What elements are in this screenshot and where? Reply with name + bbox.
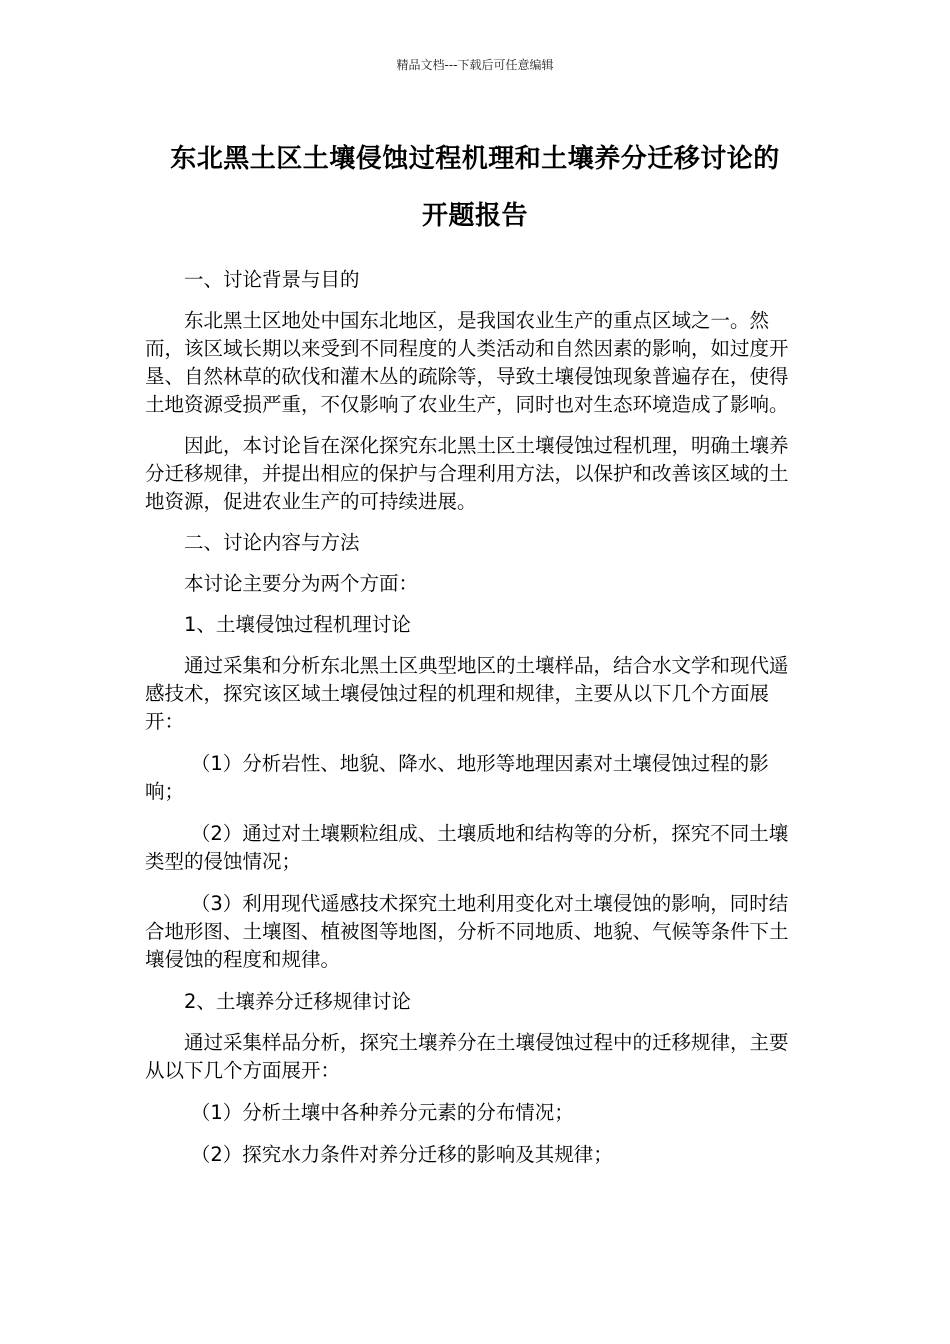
subheading-nutrient-migration: 2、土壤养分迁移规律讨论 [184,990,411,1013]
header-note: 精品文档---下载后可任意编辑 [396,58,554,72]
paragraph-nutrient-approach: 通过采集样品分析，探究土壤养分在土壤侵蚀过程中的迁移规律，主要从以下几个方面展开： [145,1031,789,1082]
document-title [120,131,830,245]
list-item-erosion-2: （2）通过对土壤颗粒组成、土壤质地和结构等的分析，探究不同土壤类型的侵蚀情况； [145,822,789,873]
title-line-1: 东北黑土区土壤侵蚀过程机理和土壤养分迁移讨论的 [170,144,780,174]
paragraph-erosion-approach: 通过采集和分析东北黑土区典型地区的土壤样品，结合水文学和现代遥感技术，探究该区域土壤侵蚀过程的机理和规律，主要从以下几个方面展开： [145,654,789,733]
list-item-nutrient-2: （2）探究水力条件对养分迁移的影响及其规律； [190,1143,613,1166]
subheading-erosion-mechanism: 1、土壤侵蚀过程机理讨论 [184,613,411,636]
list-item-nutrient-1: （1）分析土壤中各种养分元素的分布情况； [190,1101,574,1124]
title-line-2: 开题报告 [421,201,528,231]
list-item-erosion-3: （3）利用现代遥感技术探究土地利用变化对土壤侵蚀的影响，同时结合地形图、土壤图、植被图等地图，分析不同地质、地貌、气候等条件下土壤侵蚀的程度和规律。 [145,892,789,971]
paragraph-purpose: 因此，本讨论旨在深化探究东北黑土区土壤侵蚀过程机理，明确土壤养分迁移规律，并提出相应的保护与合理利用方法，以保护和改善该区域的土地资源，促进农业生产的可持续进展。 [145,434,789,513]
paragraph-overview: 本讨论主要分为两个方面： [184,572,419,595]
section-heading-background: 一、讨论背景与目的 [184,268,360,291]
document-body [145,266,807,1183]
list-item-erosion-1: （1）分析岩性、地貌、降水、地形等地理因素对土壤侵蚀过程的影响； [145,752,769,803]
paragraph-background: 东北黑土区地处中国东北地区，是我国农业生产的重点区域之一。然而，该区域长期以来受到不同程度的人类活动和自然因素的影响，如过度开垦、自然林草的砍伐和灌木丛的疏除等，导致土壤侵蚀现象普遍存在，使得土地资源受损严重，不仅影响了农业生产，同时也对生态环境造成了影响。 [145,309,789,416]
section-heading-content-methods: 二、讨论内容与方法 [184,531,360,554]
